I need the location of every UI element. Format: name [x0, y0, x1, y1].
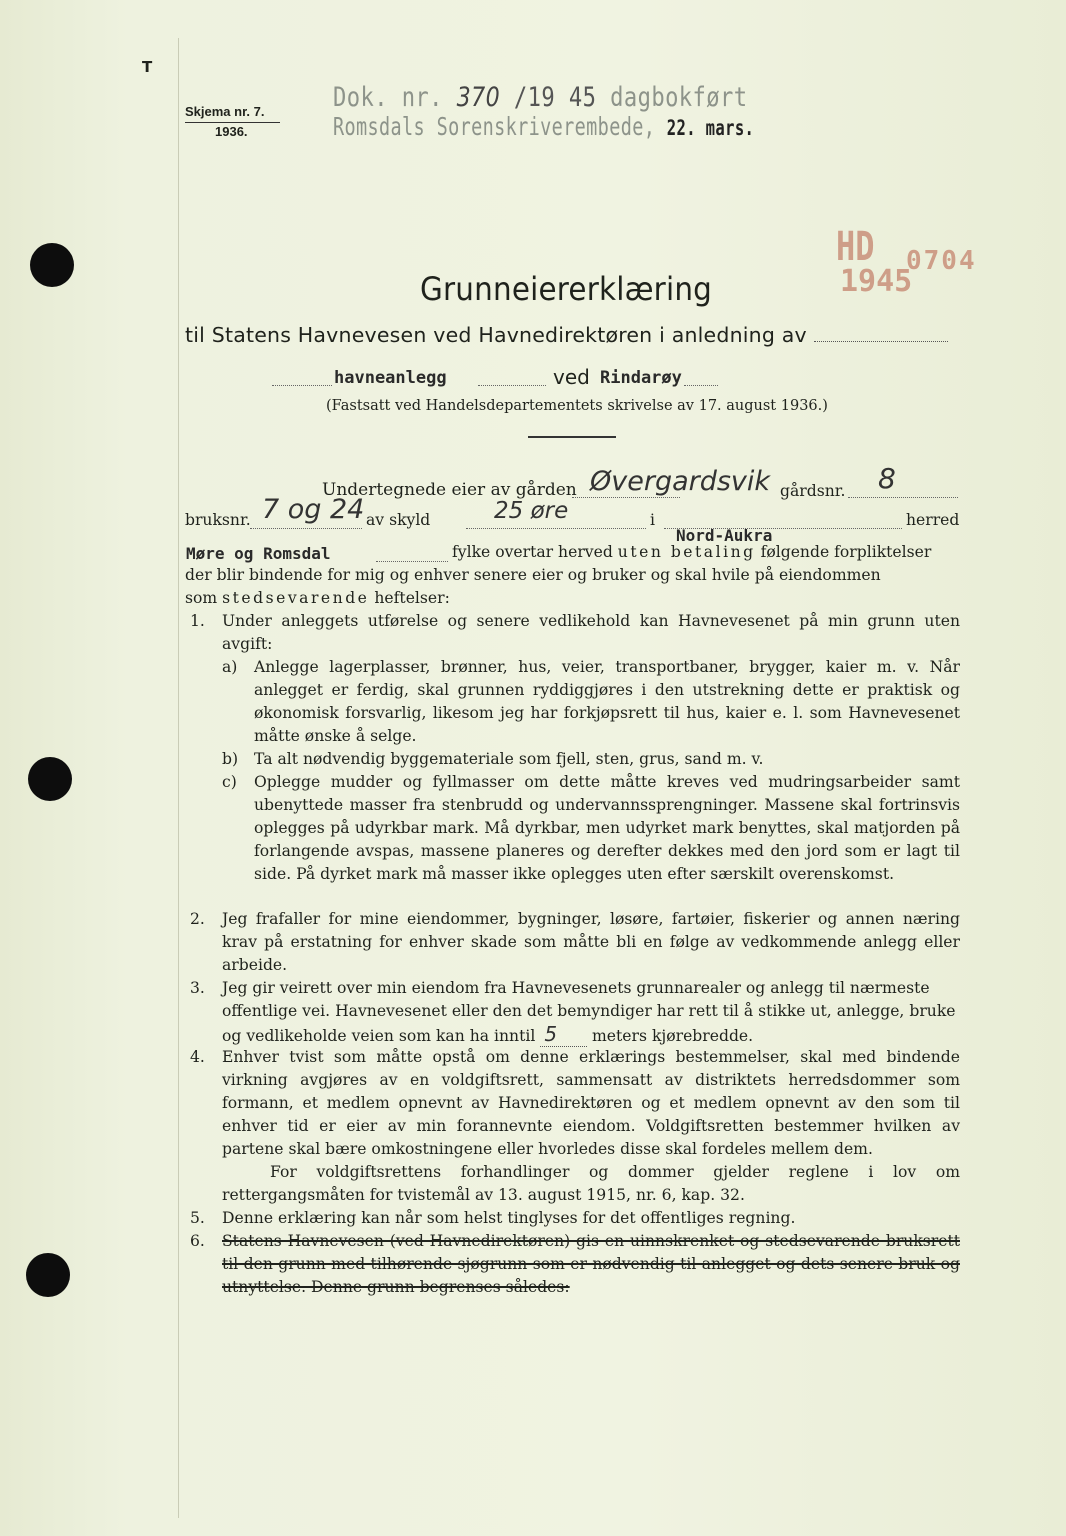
clause-3-text [222, 977, 960, 1048]
stamp-year: /19 45 [513, 82, 597, 113]
clause-1c [222, 771, 960, 909]
intro-line3 [185, 589, 450, 607]
corner-mark: T [142, 58, 153, 76]
herred-label: herred [906, 511, 960, 529]
owner-label: Undertegnede eier av gården [322, 480, 577, 500]
gardsnr-dotline [848, 496, 958, 498]
clause-4-text: Enhver tvist som måtte opstå om denne erklærings bestemmelser, skal med bindende virkning avgjøres av en voldgiftsrett, sammensatt av distriktets herredsdommer som formann, et medlem opnevnt av Havnedirektøren og et medlem opnevnt av den som til enhver tid er eier av min forannevnte eiendom. Voldgiftsretten bestemmer hvilken av partene skal bære omkostningene eller hvorledes disse skal fordeles mellem dem. [222, 1048, 960, 1158]
clause-6-number: 6. [190, 1232, 205, 1250]
clause-1-text: Under anleggets utførelse og senere vedlikehold kan Havnevesenet på min grunn uten avgift: [222, 612, 960, 653]
place-value: Rindarøy [600, 368, 682, 388]
purpose-dotline-left [272, 384, 332, 386]
clause-4 [190, 1046, 960, 1161]
purpose-value: havneanlegg [334, 368, 447, 388]
hd-stamp-year: 1945 [840, 264, 913, 299]
clause-1b-number: b) [222, 750, 239, 768]
clause-5-text: Denne erklæring kan når som helst tinglyses for det offentliges regning. [222, 1209, 796, 1227]
stamp-dok-label: Dok. nr. [333, 82, 443, 113]
uten-betaling: uten betaling [617, 543, 756, 561]
fastsatt-note: (Fastsatt ved Handelsdepartementets skrivelse av 17. august 1936.) [326, 398, 828, 414]
clause-1c-text: Oplegge mudder og fyllmasser om dette måtte kreves ved mudringsarbeider samt ubenyttede masser fra stenbrudd og undervannssprengninger. Massene skal fortrinsvis oplegges på udyrkbar mark. Må dyrkbar, men udyrket mark benyttes, skal matjorden på forlangende avspas, massene planeres og derefter dekkes med den jord som er lagt til side. På dyrket mark må masser ikke oplegges uten efter særskilt overenskomst. [254, 773, 960, 883]
gardsnr-label: gårdsnr. [780, 482, 846, 500]
skyld-label: av skyld [366, 511, 431, 529]
clause-1a [222, 656, 960, 748]
clause-4-text2: For voldgiftsrettens forhandlinger og dommer gjelder reglene i lov om rettergangsmåten for tvistemål av 13. august 1915, nr. 6, kap. 32. [222, 1163, 960, 1204]
road-width-value: 5 [540, 1022, 587, 1047]
skyld-dotline [466, 527, 646, 529]
form-number-rule [185, 122, 280, 123]
clause-2 [190, 908, 960, 977]
hd-stamp-letters: HD [836, 224, 875, 270]
bruksnr-value: 7 og 24 [262, 494, 365, 525]
clause-1b [222, 748, 960, 771]
clause-5 [190, 1207, 960, 1230]
bruksnr-dotline [250, 527, 362, 529]
stamp-doc-number: 370 [456, 82, 501, 113]
intro-line2: der blir bindende for mig og enhver senere eier og bruker og skal hvile på eiendommen [185, 566, 881, 584]
purpose-dotline-right [478, 384, 546, 386]
clause-1-number: 1. [190, 612, 205, 630]
clause-1 [190, 610, 960, 656]
margin-line [178, 38, 179, 1518]
clause-6 [190, 1230, 960, 1299]
form-number-line2: 1936. [215, 124, 248, 139]
registry-stamp-line1 [333, 82, 748, 113]
clause-5-number: 5. [190, 1209, 205, 1227]
document-subtitle [185, 323, 948, 347]
clause-3-number: 3. [190, 979, 205, 997]
place-dotline [684, 384, 718, 386]
punch-hole [28, 757, 72, 801]
fylke-text: fylke overtar herved [452, 543, 613, 561]
hd-stamp-number: 0704 [906, 246, 977, 276]
intro-som: som [185, 589, 218, 607]
stamp-dagbok: dagbokført [610, 82, 748, 113]
subtitle-dotline [814, 341, 948, 342]
clause-2-number: 2. [190, 910, 205, 928]
form-number-line1: Skjema nr. 7. [185, 104, 265, 119]
clause-4-continued [190, 1161, 960, 1207]
clause-1b-text: Ta alt nødvendig byggemateriale som fjell, sten, grus, sand m. v. [254, 750, 764, 768]
herred-value: Nord-Aukra [676, 526, 773, 545]
intro-heftelser: heftelser: [374, 589, 450, 607]
fylke-value: Møre og Romsdal [186, 544, 331, 563]
gardsnr-value: 8 [878, 462, 896, 495]
fylke-text2: følgende forpliktelser [760, 543, 932, 561]
document-title: Grunneiererklæring [420, 270, 713, 308]
punch-hole [30, 243, 74, 287]
intro-stedsevarende: stedsevarende [222, 589, 370, 607]
clause-3-text-b: meters kjørebredde. [592, 1027, 754, 1045]
fylke-dotline [376, 560, 448, 562]
stamp-office: Romsdals Sorenskriverembede, [333, 112, 656, 141]
punch-hole [26, 1253, 70, 1297]
skyld-value: 25 øre [494, 498, 569, 524]
clause-1a-text: Anlegge lagerplasser, brønner, hus, veier, transportbaner, brygger, kaier m. v. Når anlegget er ferdig, skal grunnen ryddiggjøres i den utstrekning dette er praktisk og økonomisk forsvarlig, likesom jeg har forkjøpsrett til hus, kaier e. l. som Havnevesenet måtte ønske å selge. [254, 658, 960, 745]
bruksnr-label: bruksnr. [185, 511, 251, 529]
stamp-date: 22. mars. [666, 116, 755, 140]
clause-1a-number: a) [222, 658, 238, 676]
clause-3-text-a: Jeg gir veirett over min eiendom fra Havnevesenets grunnarealer og anlegg til nærmeste offentlige vei. Havnevesenet eller den det bemyndiger har rett til å stikke ut, anlegge, bruke og vedlikeholde veien som kan ha inntil [222, 979, 956, 1045]
title-rule [528, 436, 616, 438]
farm-name: Øvergardsvik [590, 466, 771, 497]
ved-label: ved [553, 365, 590, 389]
subtitle-text: til Statens Havnevesen ved Havnedirektøren i anledning av [185, 323, 807, 347]
clause-6-text-struck: Statens Havnevesen (ved Havnedirektøren) gis en uinnskrenket og stedsevarende bruksrett til den grunn med tilhørende sjøgrunn som er nødvendig til anlegget og dets senere bruk og utnyttelse. Denne grunn begrenses således: [222, 1232, 960, 1296]
clause-3 [190, 977, 960, 1046]
i-label: i [650, 511, 655, 529]
clause-2-text: Jeg frafaller for mine eiendommer, bygninger, løsøre, fartøier, fiskerier og annen næring krav på erstatning for enhver skade som måtte bli en følge av vedkommende anlegg eller arbeide. [222, 910, 960, 974]
clause-1c-number: c) [222, 773, 237, 791]
registry-stamp-line2 [333, 112, 754, 141]
fylke-line [452, 543, 931, 561]
clause-4-number: 4. [190, 1048, 205, 1066]
